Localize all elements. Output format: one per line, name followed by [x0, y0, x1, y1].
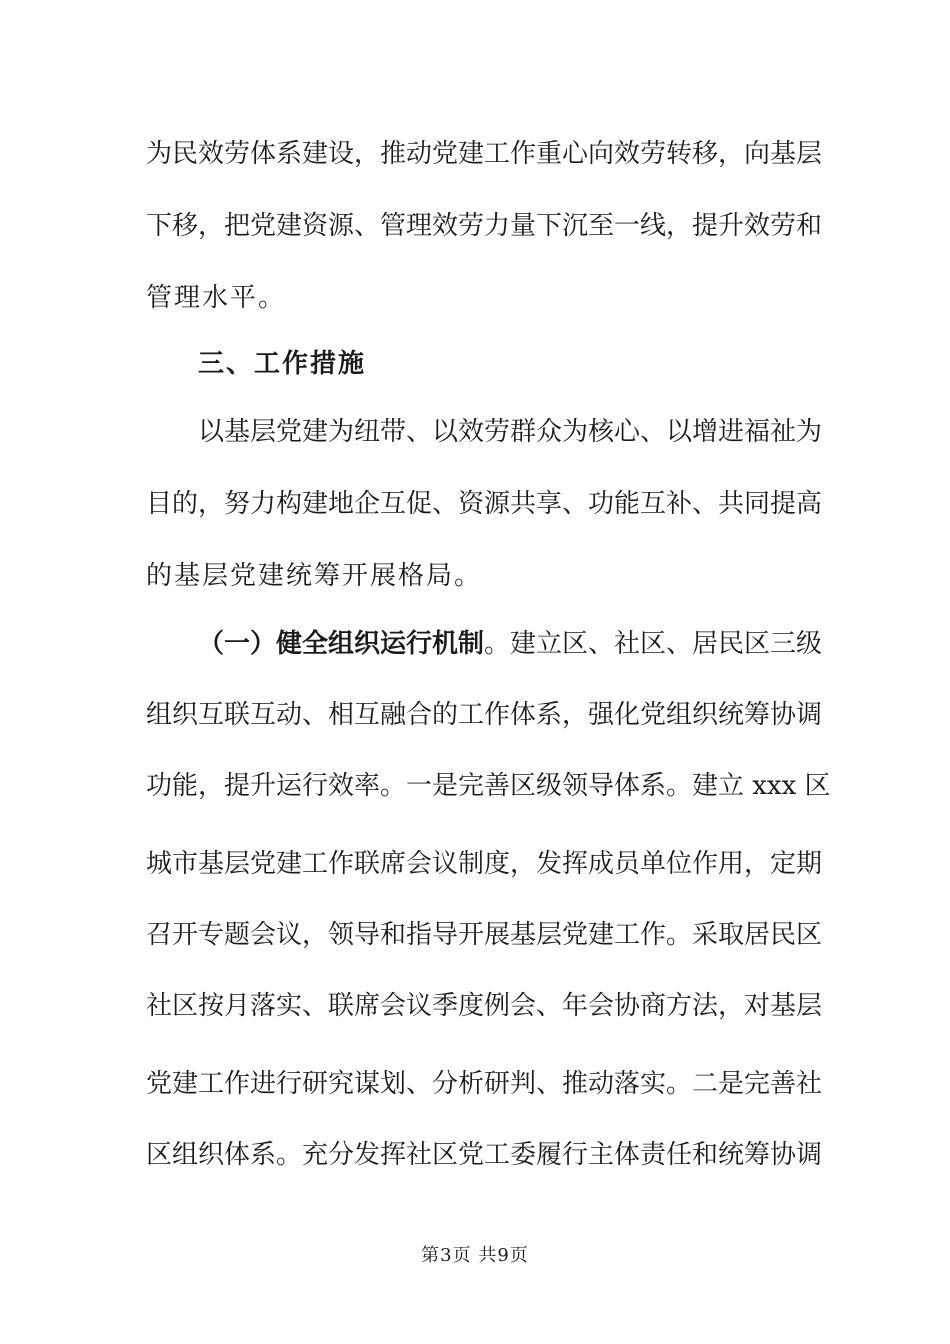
paragraph-line: 的基层党建统筹开展格局。 [146, 561, 483, 591]
paragraph-line: 区组织体系。充分发挥社区党工委履行主体责任和统筹协调 [146, 1140, 823, 1170]
paragraph-text: 。建立区、社区、居民区三级 [484, 629, 823, 659]
paragraph-line: 目的，努力构建地企互促、资源共享、功能互补、共同提高 [146, 489, 823, 519]
paragraph-line: 组织互联互动、相互融合的工作体系，强化党组织统筹协调 [146, 700, 823, 730]
paragraph-line: 以基层党建为纽带、以效劳群众为核心、以增进福祉为 [198, 417, 823, 447]
section-heading: 三、工作措施 [198, 349, 367, 379]
paragraph-line: 党建工作进行研究谋划、分析研判、推动落实。二是完善社 [146, 1069, 823, 1099]
subheading-bold: （一）健全组织运行机制 [198, 629, 485, 659]
page-number-footer: 第3页 共9页 [421, 1245, 529, 1266]
paragraph-line: 城市基层党建工作联席会议制度，发挥成员单位作用，定期 [146, 849, 823, 879]
paragraph-line: 下移，把党建资源、管理效劳力量下沉至一线，提升效劳和 [146, 211, 823, 241]
paragraph-line-with-subheading [198, 626, 823, 662]
paragraph-line: 管理水平。 [146, 283, 287, 313]
paragraph-line: 社区按月落实、联席会议季度例会、年会协商方法，对基层 [146, 991, 823, 1021]
paragraph-line: 功能，提升运行效率。一是完善区级领导体系。建立 xxx 区 [146, 771, 831, 801]
paragraph-line: 召开专题会议，领导和指导开展基层党建工作。采取居民区 [146, 920, 823, 950]
paragraph-line: 为民效劳体系建设，推动党建工作重心向效劳转移，向基层 [146, 139, 823, 169]
